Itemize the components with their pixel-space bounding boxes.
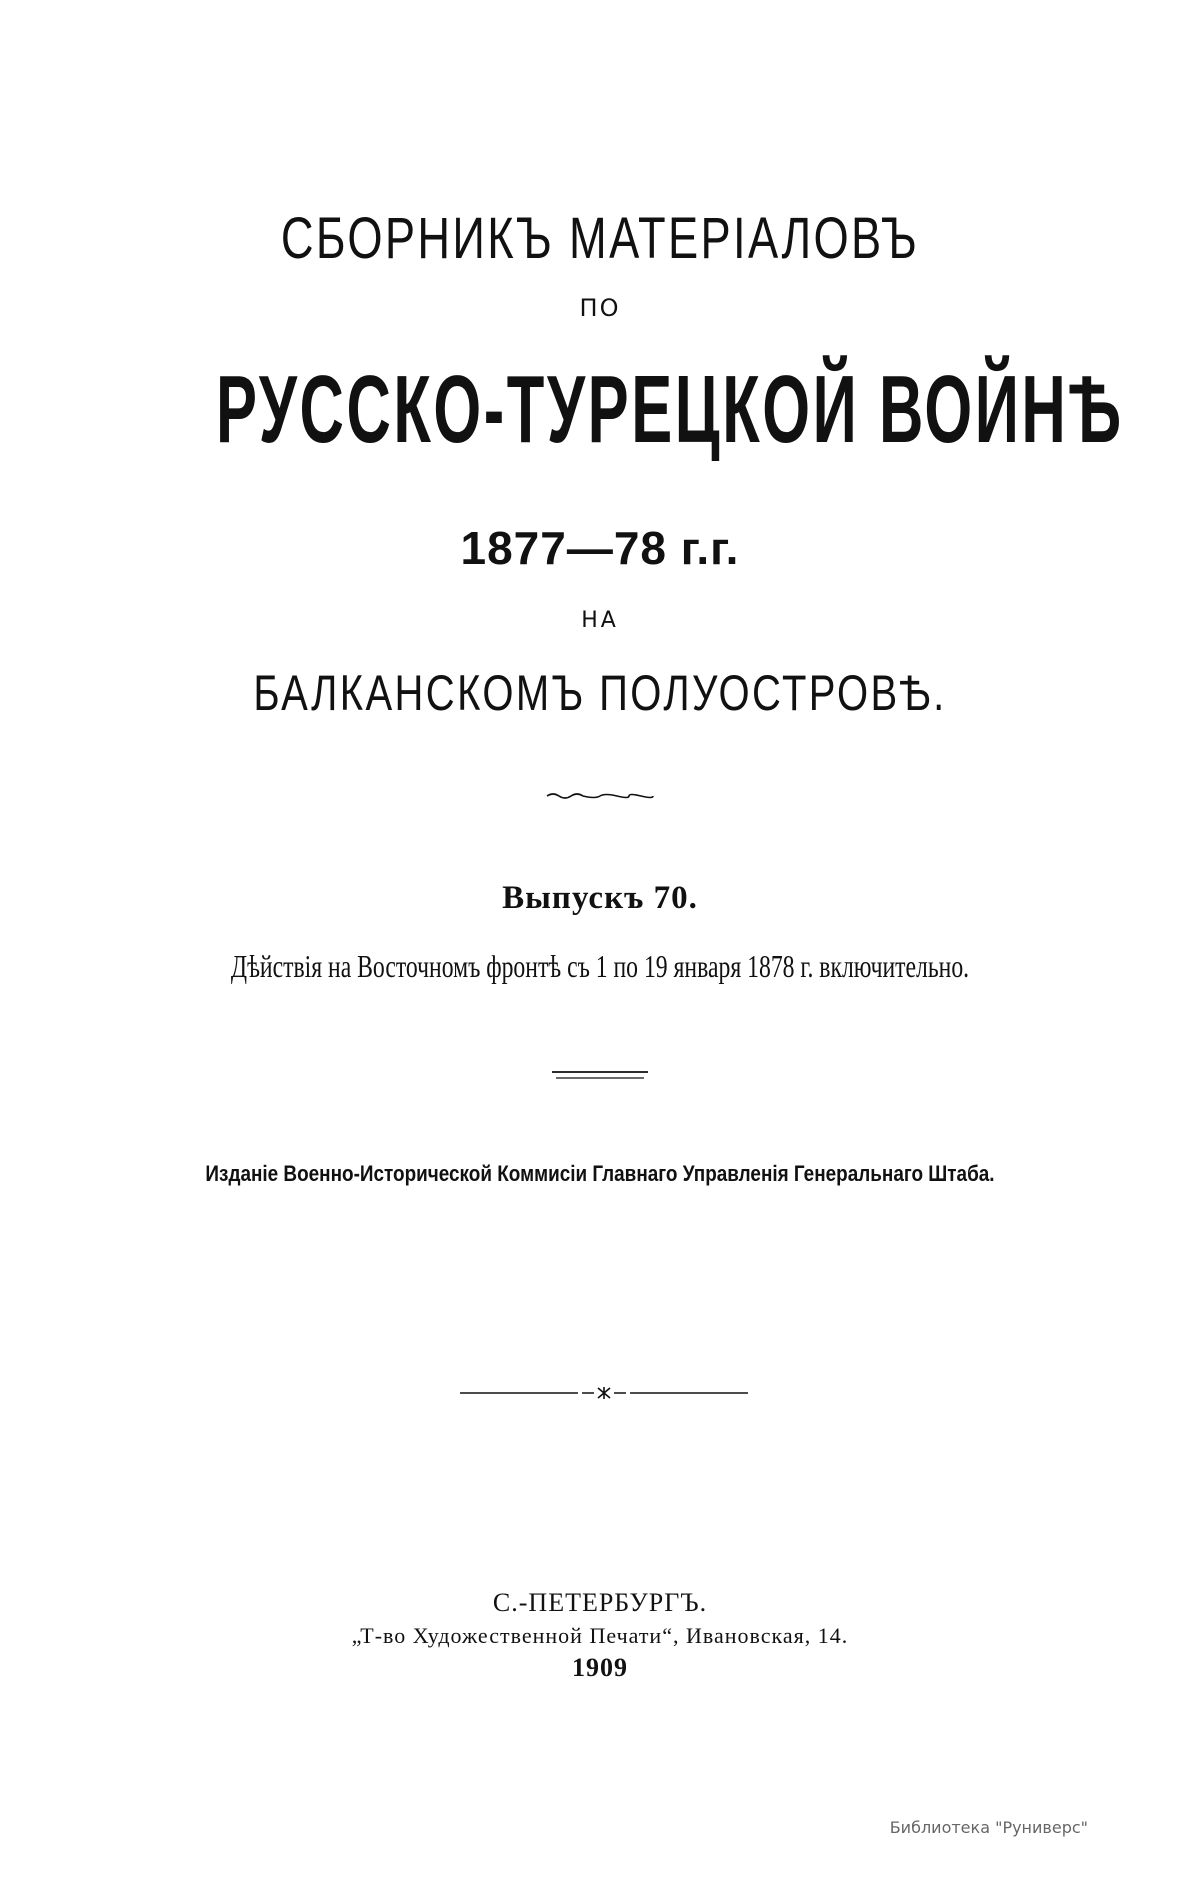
title-line-3: БАЛКАНСКОМЪ ПОЛУОСТРОВѢ. [253,665,947,721]
library-watermark: Библиотека "Руниверс" [889,1818,1088,1837]
publisher: Изданіе Военно-Исторической Коммисіи Главнаго Управленія Генеральнаго Штаба. [205,1161,995,1186]
star-ornament-icon [460,1385,748,1401]
imprint-city: С.-ПЕТЕРБУРГЪ. [492,1588,708,1617]
imprint-printer: „Т-во Художественной Печати“, Ивановская, 14. [351,1623,849,1648]
title-po: ПО [579,294,621,322]
title-line-1: СБОРНИКЪ МАТЕРІАЛОВЪ [280,206,920,271]
title-na: НА [581,608,619,633]
wavy-ornament-icon [545,790,655,802]
issue-contents: Дѣйствія на Восточномъ фронтѣ съ 1 по 19 января 1878 г. включительно. [230,948,970,984]
double-rule-divider [552,1070,648,1080]
years: 1877—78 г.г. [460,522,740,574]
issue-number: Выпускъ 70. [502,880,698,916]
imprint-year: 1909 [572,1653,628,1682]
title-line-2: РУССКО-ТУРЕЦКОЙ ВОЙНѢ [216,356,1125,463]
